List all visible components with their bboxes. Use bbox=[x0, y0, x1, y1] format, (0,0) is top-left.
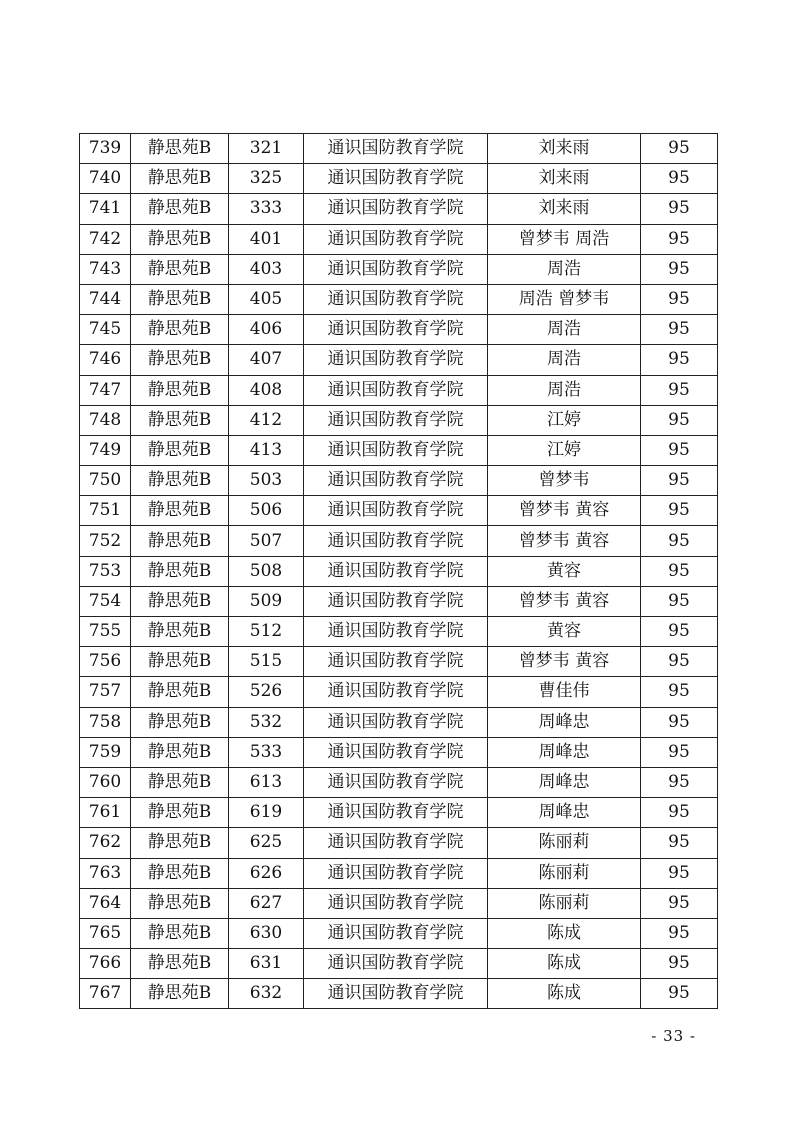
score-cell: 95 bbox=[641, 647, 718, 677]
building-cell: 静思苑B bbox=[131, 677, 229, 707]
responsible-person-cell: 江婷 bbox=[488, 405, 641, 435]
table-row bbox=[80, 466, 718, 496]
table-row bbox=[80, 647, 718, 677]
row-number-cell: 749 bbox=[80, 435, 131, 465]
building-cell: 静思苑B bbox=[131, 164, 229, 194]
score-cell: 95 bbox=[641, 556, 718, 586]
table-row bbox=[80, 556, 718, 586]
row-number-cell: 750 bbox=[80, 466, 131, 496]
responsible-person-cell: 周峰忠 bbox=[488, 767, 641, 797]
building-cell: 静思苑B bbox=[131, 345, 229, 375]
row-number-cell: 752 bbox=[80, 526, 131, 556]
score-cell: 95 bbox=[641, 435, 718, 465]
row-number-cell: 765 bbox=[80, 918, 131, 948]
building-cell: 静思苑B bbox=[131, 798, 229, 828]
responsible-person-cell: 曹佳伟 bbox=[488, 677, 641, 707]
row-number-cell: 748 bbox=[80, 405, 131, 435]
responsible-person-cell: 陈丽莉 bbox=[488, 888, 641, 918]
table-row bbox=[80, 737, 718, 767]
table-row bbox=[80, 284, 718, 314]
row-number-cell: 740 bbox=[80, 164, 131, 194]
score-cell: 95 bbox=[641, 224, 718, 254]
table-row bbox=[80, 979, 718, 1009]
score-cell: 95 bbox=[641, 496, 718, 526]
building-cell: 静思苑B bbox=[131, 556, 229, 586]
college-cell: 通识国防教育学院 bbox=[304, 496, 488, 526]
responsible-person-cell: 陈成 bbox=[488, 949, 641, 979]
responsible-person-cell: 陈丽莉 bbox=[488, 828, 641, 858]
table-row bbox=[80, 496, 718, 526]
score-cell: 95 bbox=[641, 194, 718, 224]
college-cell: 通识国防教育学院 bbox=[304, 254, 488, 284]
building-cell: 静思苑B bbox=[131, 737, 229, 767]
row-number-cell: 755 bbox=[80, 617, 131, 647]
room-number-cell: 626 bbox=[229, 858, 304, 888]
room-number-cell: 533 bbox=[229, 737, 304, 767]
table-row bbox=[80, 405, 718, 435]
college-cell: 通识国防教育学院 bbox=[304, 586, 488, 616]
score-cell: 95 bbox=[641, 979, 718, 1009]
table-row bbox=[80, 677, 718, 707]
college-cell: 通识国防教育学院 bbox=[304, 767, 488, 797]
college-cell: 通识国防教育学院 bbox=[304, 949, 488, 979]
room-number-cell: 508 bbox=[229, 556, 304, 586]
row-number-cell: 754 bbox=[80, 586, 131, 616]
score-cell: 95 bbox=[641, 828, 718, 858]
table-row bbox=[80, 375, 718, 405]
dorm-inspection-table bbox=[79, 133, 718, 1009]
room-number-cell: 631 bbox=[229, 949, 304, 979]
room-number-cell: 515 bbox=[229, 647, 304, 677]
room-number-cell: 321 bbox=[229, 134, 304, 164]
college-cell: 通识国防教育学院 bbox=[304, 647, 488, 677]
building-cell: 静思苑B bbox=[131, 586, 229, 616]
table-row bbox=[80, 918, 718, 948]
table-row bbox=[80, 315, 718, 345]
college-cell: 通识国防教育学院 bbox=[304, 466, 488, 496]
college-cell: 通识国防教育学院 bbox=[304, 737, 488, 767]
college-cell: 通识国防教育学院 bbox=[304, 435, 488, 465]
table-row bbox=[80, 254, 718, 284]
score-cell: 95 bbox=[641, 617, 718, 647]
room-number-cell: 526 bbox=[229, 677, 304, 707]
score-cell: 95 bbox=[641, 858, 718, 888]
building-cell: 静思苑B bbox=[131, 707, 229, 737]
responsible-person-cell: 周峰忠 bbox=[488, 798, 641, 828]
college-cell: 通识国防教育学院 bbox=[304, 677, 488, 707]
building-cell: 静思苑B bbox=[131, 888, 229, 918]
row-number-cell: 757 bbox=[80, 677, 131, 707]
row-number-cell: 747 bbox=[80, 375, 131, 405]
score-cell: 95 bbox=[641, 677, 718, 707]
responsible-person-cell: 周浩 bbox=[488, 375, 641, 405]
score-cell: 95 bbox=[641, 375, 718, 405]
responsible-person-cell: 周峰忠 bbox=[488, 737, 641, 767]
room-number-cell: 512 bbox=[229, 617, 304, 647]
building-cell: 静思苑B bbox=[131, 647, 229, 677]
room-number-cell: 627 bbox=[229, 888, 304, 918]
college-cell: 通识国防教育学院 bbox=[304, 979, 488, 1009]
score-cell: 95 bbox=[641, 526, 718, 556]
college-cell: 通识国防教育学院 bbox=[304, 345, 488, 375]
table-row bbox=[80, 707, 718, 737]
score-cell: 95 bbox=[641, 405, 718, 435]
table-row bbox=[80, 435, 718, 465]
room-number-cell: 506 bbox=[229, 496, 304, 526]
college-cell: 通识国防教育学院 bbox=[304, 315, 488, 345]
responsible-person-cell: 刘来雨 bbox=[488, 164, 641, 194]
responsible-person-cell: 陈成 bbox=[488, 979, 641, 1009]
room-number-cell: 532 bbox=[229, 707, 304, 737]
responsible-person-cell: 曾梦韦 周浩 bbox=[488, 224, 641, 254]
responsible-person-cell: 周浩 bbox=[488, 345, 641, 375]
room-number-cell: 509 bbox=[229, 586, 304, 616]
building-cell: 静思苑B bbox=[131, 194, 229, 224]
table-row bbox=[80, 526, 718, 556]
responsible-person-cell: 周峰忠 bbox=[488, 707, 641, 737]
responsible-person-cell: 曾梦韦 黄容 bbox=[488, 647, 641, 677]
row-number-cell: 767 bbox=[80, 979, 131, 1009]
score-cell: 95 bbox=[641, 586, 718, 616]
college-cell: 通识国防教育学院 bbox=[304, 164, 488, 194]
building-cell: 静思苑B bbox=[131, 134, 229, 164]
row-number-cell: 741 bbox=[80, 194, 131, 224]
responsible-person-cell: 江婷 bbox=[488, 435, 641, 465]
row-number-cell: 766 bbox=[80, 949, 131, 979]
row-number-cell: 751 bbox=[80, 496, 131, 526]
room-number-cell: 632 bbox=[229, 979, 304, 1009]
row-number-cell: 744 bbox=[80, 284, 131, 314]
responsible-person-cell: 曾梦韦 黄容 bbox=[488, 586, 641, 616]
college-cell: 通识国防教育学院 bbox=[304, 798, 488, 828]
responsible-person-cell: 陈丽莉 bbox=[488, 858, 641, 888]
score-cell: 95 bbox=[641, 918, 718, 948]
room-number-cell: 408 bbox=[229, 375, 304, 405]
table-row bbox=[80, 224, 718, 254]
table-row bbox=[80, 798, 718, 828]
responsible-person-cell: 黄容 bbox=[488, 617, 641, 647]
room-number-cell: 412 bbox=[229, 405, 304, 435]
score-cell: 95 bbox=[641, 164, 718, 194]
row-number-cell: 756 bbox=[80, 647, 131, 677]
score-cell: 95 bbox=[641, 284, 718, 314]
table-row bbox=[80, 767, 718, 797]
row-number-cell: 764 bbox=[80, 888, 131, 918]
room-number-cell: 406 bbox=[229, 315, 304, 345]
score-cell: 95 bbox=[641, 707, 718, 737]
responsible-person-cell: 刘来雨 bbox=[488, 194, 641, 224]
building-cell: 静思苑B bbox=[131, 375, 229, 405]
college-cell: 通识国防教育学院 bbox=[304, 526, 488, 556]
table-row bbox=[80, 828, 718, 858]
building-cell: 静思苑B bbox=[131, 405, 229, 435]
responsible-person-cell: 周浩 曾梦韦 bbox=[488, 284, 641, 314]
score-cell: 95 bbox=[641, 798, 718, 828]
row-number-cell: 742 bbox=[80, 224, 131, 254]
building-cell: 静思苑B bbox=[131, 949, 229, 979]
score-cell: 95 bbox=[641, 949, 718, 979]
room-number-cell: 403 bbox=[229, 254, 304, 284]
row-number-cell: 763 bbox=[80, 858, 131, 888]
room-number-cell: 401 bbox=[229, 224, 304, 254]
room-number-cell: 503 bbox=[229, 466, 304, 496]
college-cell: 通识国防教育学院 bbox=[304, 556, 488, 586]
building-cell: 静思苑B bbox=[131, 526, 229, 556]
table-row bbox=[80, 194, 718, 224]
college-cell: 通识国防教育学院 bbox=[304, 134, 488, 164]
row-number-cell: 743 bbox=[80, 254, 131, 284]
college-cell: 通识国防教育学院 bbox=[304, 918, 488, 948]
college-cell: 通识国防教育学院 bbox=[304, 224, 488, 254]
row-number-cell: 762 bbox=[80, 828, 131, 858]
row-number-cell: 760 bbox=[80, 767, 131, 797]
building-cell: 静思苑B bbox=[131, 617, 229, 647]
room-number-cell: 507 bbox=[229, 526, 304, 556]
room-number-cell: 630 bbox=[229, 918, 304, 948]
college-cell: 通识国防教育学院 bbox=[304, 194, 488, 224]
score-cell: 95 bbox=[641, 315, 718, 345]
college-cell: 通识国防教育学院 bbox=[304, 888, 488, 918]
row-number-cell: 761 bbox=[80, 798, 131, 828]
table-row bbox=[80, 949, 718, 979]
score-cell: 95 bbox=[641, 737, 718, 767]
building-cell: 静思苑B bbox=[131, 224, 229, 254]
responsible-person-cell: 曾梦韦 bbox=[488, 466, 641, 496]
college-cell: 通识国防教育学院 bbox=[304, 858, 488, 888]
row-number-cell: 739 bbox=[80, 134, 131, 164]
building-cell: 静思苑B bbox=[131, 284, 229, 314]
room-number-cell: 405 bbox=[229, 284, 304, 314]
score-cell: 95 bbox=[641, 767, 718, 797]
room-number-cell: 619 bbox=[229, 798, 304, 828]
score-cell: 95 bbox=[641, 466, 718, 496]
building-cell: 静思苑B bbox=[131, 918, 229, 948]
college-cell: 通识国防教育学院 bbox=[304, 405, 488, 435]
college-cell: 通识国防教育学院 bbox=[304, 707, 488, 737]
college-cell: 通识国防教育学院 bbox=[304, 828, 488, 858]
table-row bbox=[80, 617, 718, 647]
room-number-cell: 333 bbox=[229, 194, 304, 224]
table-row bbox=[80, 586, 718, 616]
score-cell: 95 bbox=[641, 134, 718, 164]
row-number-cell: 758 bbox=[80, 707, 131, 737]
room-number-cell: 413 bbox=[229, 435, 304, 465]
building-cell: 静思苑B bbox=[131, 858, 229, 888]
responsible-person-cell: 周浩 bbox=[488, 315, 641, 345]
building-cell: 静思苑B bbox=[131, 315, 229, 345]
responsible-person-cell: 刘来雨 bbox=[488, 134, 641, 164]
responsible-person-cell: 周浩 bbox=[488, 254, 641, 284]
score-cell: 95 bbox=[641, 254, 718, 284]
responsible-person-cell: 黄容 bbox=[488, 556, 641, 586]
responsible-person-cell: 曾梦韦 黄容 bbox=[488, 496, 641, 526]
table-row bbox=[80, 888, 718, 918]
score-cell: 95 bbox=[641, 345, 718, 375]
score-cell: 95 bbox=[641, 888, 718, 918]
building-cell: 静思苑B bbox=[131, 435, 229, 465]
table-row bbox=[80, 345, 718, 375]
responsible-person-cell: 曾梦韦 黄容 bbox=[488, 526, 641, 556]
building-cell: 静思苑B bbox=[131, 767, 229, 797]
building-cell: 静思苑B bbox=[131, 496, 229, 526]
college-cell: 通识国防教育学院 bbox=[304, 617, 488, 647]
table-row bbox=[80, 858, 718, 888]
room-number-cell: 625 bbox=[229, 828, 304, 858]
responsible-person-cell: 陈成 bbox=[488, 918, 641, 948]
table-row bbox=[80, 164, 718, 194]
building-cell: 静思苑B bbox=[131, 254, 229, 284]
table-body bbox=[80, 134, 718, 1009]
page-number: - 33 - bbox=[651, 1027, 696, 1045]
row-number-cell: 745 bbox=[80, 315, 131, 345]
row-number-cell: 759 bbox=[80, 737, 131, 767]
row-number-cell: 753 bbox=[80, 556, 131, 586]
table-row bbox=[80, 134, 718, 164]
college-cell: 通识国防教育学院 bbox=[304, 375, 488, 405]
building-cell: 静思苑B bbox=[131, 979, 229, 1009]
room-number-cell: 613 bbox=[229, 767, 304, 797]
building-cell: 静思苑B bbox=[131, 466, 229, 496]
row-number-cell: 746 bbox=[80, 345, 131, 375]
college-cell: 通识国防教育学院 bbox=[304, 284, 488, 314]
building-cell: 静思苑B bbox=[131, 828, 229, 858]
room-number-cell: 325 bbox=[229, 164, 304, 194]
room-number-cell: 407 bbox=[229, 345, 304, 375]
